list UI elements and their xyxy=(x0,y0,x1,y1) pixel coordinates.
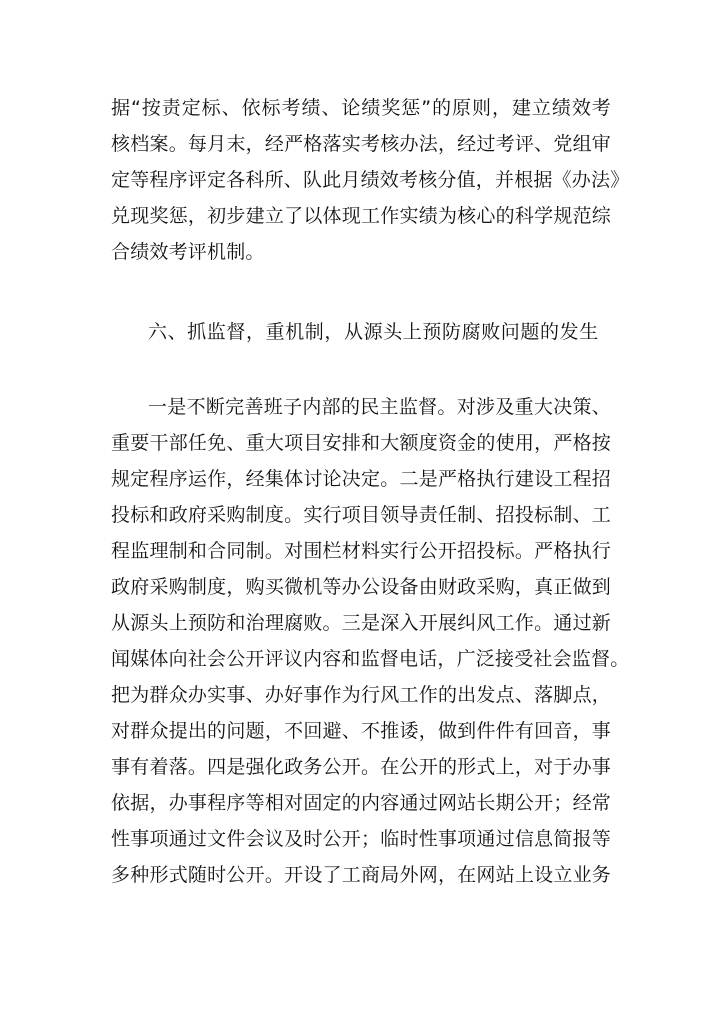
paragraph-2-line-4: 投标和政府采购制度。实行项目领导责任制、招投标制、工 xyxy=(111,504,611,526)
paragraph-2-line-14: 多种形式随时公开。开设了工商局外网，在网站上设立业务 xyxy=(111,864,611,886)
section-heading: 六、抓监督，重机制，从源头上预防腐败问题的发生 xyxy=(148,321,599,343)
paragraph-2-line-12: 依据，办事程序等相对固定的内容通过网站长期公开；经常 xyxy=(111,792,611,814)
paragraph-2-line-7: 从源头上预防和治理腐败。三是深入开展纠风工作。通过新 xyxy=(111,612,611,634)
paragraph-2-line-2: 重要干部任免、重大项目安排和大额度资金的使用，严格按 xyxy=(111,432,611,454)
paragraph-2-line-1: 一是不断完善班子内部的民主监督。对涉及重大决策、 xyxy=(148,396,611,418)
paragraph-2-line-13: 性事项通过文件会议及时公开；临时性事项通过信息简报等 xyxy=(111,828,611,850)
paragraph-2-line-6: 政府采购制度，购买微机等办公设备由财政采购，真正做到 xyxy=(111,576,611,598)
paragraph-1-line-3: 定等程序评定各科所、队此月绩效考核分值，并根据《办法》 xyxy=(111,169,630,191)
paragraph-2-line-5: 程监理制和合同制。对围栏材料实行公开招投标。严格执行 xyxy=(111,540,611,562)
paragraph-2-line-9: 把为群众办实事、办好事作为行风工作的出发点、落脚点， xyxy=(111,684,611,706)
paragraph-2-line-11: 事有着落。四是强化政务公开。在公开的形式上，对于办事 xyxy=(111,756,611,778)
paragraph-2-line-8: 闻媒体向社会公开评议内容和监督电话，广泛接受社会监督。 xyxy=(111,648,630,670)
paragraph-2-line-10: 对群众提出的问题，不回避、不推诿，做到件件有回音，事 xyxy=(111,720,611,742)
paragraph-1-line-2: 核档案。每月末，经严格落实考核办法，经过考评、党组审 xyxy=(111,133,611,155)
paragraph-1-line-1: 据“按责定标、依标考绩、论绩奖惩”的原则，建立绩效考 xyxy=(111,97,611,119)
paragraph-1-line-4: 兑现奖惩，初步建立了以体现工作实绩为核心的科学规范综 xyxy=(111,205,611,227)
paragraph-1-line-5: 合绩效考评机制。 xyxy=(111,241,265,263)
paragraph-2-line-3: 规定程序运作，经集体讨论决定。二是严格执行建设工程招 xyxy=(111,468,611,490)
